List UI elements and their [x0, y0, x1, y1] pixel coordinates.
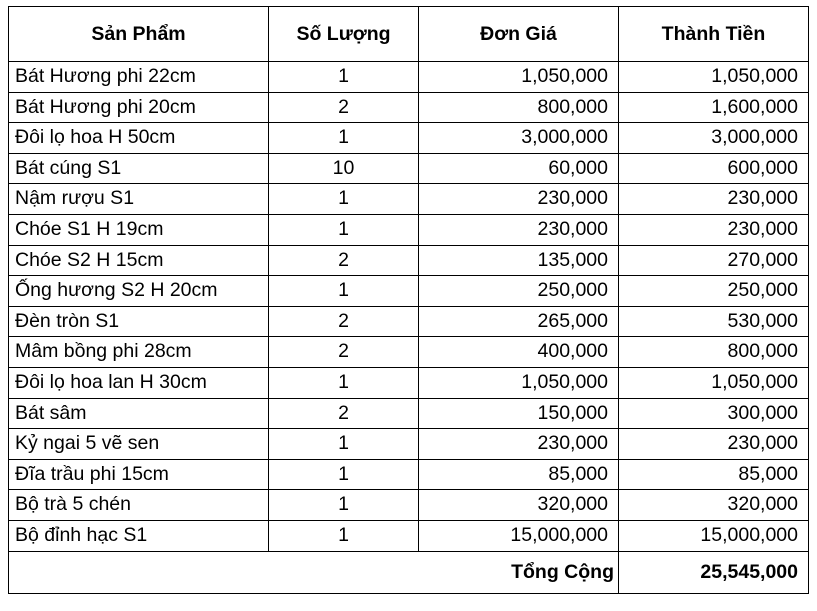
cell-amount: 800,000: [619, 337, 809, 368]
cell-amount: 530,000: [619, 306, 809, 337]
cell-quantity: 10: [269, 153, 419, 184]
cell-amount: 250,000: [619, 276, 809, 307]
cell-unit-price: 150,000: [419, 398, 619, 429]
price-table: [8, 6, 809, 594]
table-row: [9, 92, 809, 123]
cell-product: Bát Hương phi 20cm: [9, 92, 269, 123]
cell-amount: 270,000: [619, 245, 809, 276]
cell-quantity: 1: [269, 520, 419, 551]
table-row: [9, 62, 809, 93]
cell-product: Đĩa trầu phi 15cm: [9, 459, 269, 490]
cell-quantity: 1: [269, 459, 419, 490]
cell-unit-price: 250,000: [419, 276, 619, 307]
cell-product: Kỷ ngai 5 vẽ sen: [9, 429, 269, 460]
cell-product: Đèn tròn S1: [9, 306, 269, 337]
header-unit-price: Đơn Giá: [419, 7, 619, 62]
total-row: [9, 551, 809, 593]
cell-unit-price: 230,000: [419, 429, 619, 460]
cell-amount: 600,000: [619, 153, 809, 184]
cell-product: Mâm bồng phi 28cm: [9, 337, 269, 368]
cell-amount: 320,000: [619, 490, 809, 521]
cell-unit-price: 135,000: [419, 245, 619, 276]
cell-product: Đôi lọ hoa lan H 30cm: [9, 367, 269, 398]
cell-quantity: 2: [269, 337, 419, 368]
cell-quantity: 1: [269, 367, 419, 398]
cell-product: Chóe S2 H 15cm: [9, 245, 269, 276]
header-product: Sản Phẩm: [9, 7, 269, 62]
cell-amount: 1,600,000: [619, 92, 809, 123]
cell-quantity: 1: [269, 429, 419, 460]
cell-amount: 85,000: [619, 459, 809, 490]
cell-quantity: 2: [269, 306, 419, 337]
table-row: [9, 367, 809, 398]
cell-unit-price: 1,050,000: [419, 367, 619, 398]
total-label: Tổng Cộng: [9, 551, 619, 593]
cell-amount: 1,050,000: [619, 62, 809, 93]
cell-amount: 1,050,000: [619, 367, 809, 398]
cell-product: Đôi lọ hoa H 50cm: [9, 123, 269, 154]
cell-product: Ống hương S2 H 20cm: [9, 276, 269, 307]
cell-product: Bát sâm: [9, 398, 269, 429]
cell-unit-price: 60,000: [419, 153, 619, 184]
cell-product: Nậm rượu S1: [9, 184, 269, 215]
total-amount: 25,545,000: [619, 551, 809, 593]
cell-amount: 230,000: [619, 184, 809, 215]
cell-unit-price: 85,000: [419, 459, 619, 490]
cell-unit-price: 320,000: [419, 490, 619, 521]
cell-quantity: 2: [269, 245, 419, 276]
cell-amount: 3,000,000: [619, 123, 809, 154]
table-row: [9, 459, 809, 490]
cell-quantity: 1: [269, 276, 419, 307]
cell-amount: 300,000: [619, 398, 809, 429]
table-row: [9, 337, 809, 368]
table-body: [9, 62, 809, 552]
cell-product: Bát cúng S1: [9, 153, 269, 184]
table-row: [9, 123, 809, 154]
cell-product: Bộ đỉnh hạc S1: [9, 520, 269, 551]
cell-quantity: 1: [269, 184, 419, 215]
table-row: [9, 276, 809, 307]
cell-product: Bát Hương phi 22cm: [9, 62, 269, 93]
header-amount: Thành Tiền: [619, 7, 809, 62]
cell-amount: 15,000,000: [619, 520, 809, 551]
cell-product: Bộ trà 5 chén: [9, 490, 269, 521]
cell-unit-price: 230,000: [419, 184, 619, 215]
cell-quantity: 1: [269, 490, 419, 521]
cell-unit-price: 15,000,000: [419, 520, 619, 551]
header-quantity: Số Lượng: [269, 7, 419, 62]
cell-amount: 230,000: [619, 429, 809, 460]
cell-amount: 230,000: [619, 214, 809, 245]
cell-unit-price: 3,000,000: [419, 123, 619, 154]
table-row: [9, 184, 809, 215]
header-row: [9, 7, 809, 62]
cell-quantity: 1: [269, 214, 419, 245]
table-row: [9, 429, 809, 460]
cell-unit-price: 265,000: [419, 306, 619, 337]
cell-quantity: 1: [269, 123, 419, 154]
table-row: [9, 398, 809, 429]
table-row: [9, 245, 809, 276]
table-row: [9, 490, 809, 521]
cell-unit-price: 400,000: [419, 337, 619, 368]
cell-quantity: 2: [269, 92, 419, 123]
cell-unit-price: 800,000: [419, 92, 619, 123]
cell-product: Chóe S1 H 19cm: [9, 214, 269, 245]
cell-unit-price: 1,050,000: [419, 62, 619, 93]
table-row: [9, 214, 809, 245]
table-row: [9, 520, 809, 551]
cell-quantity: 2: [269, 398, 419, 429]
cell-unit-price: 230,000: [419, 214, 619, 245]
cell-quantity: 1: [269, 62, 419, 93]
table-row: [9, 153, 809, 184]
table-row: [9, 306, 809, 337]
